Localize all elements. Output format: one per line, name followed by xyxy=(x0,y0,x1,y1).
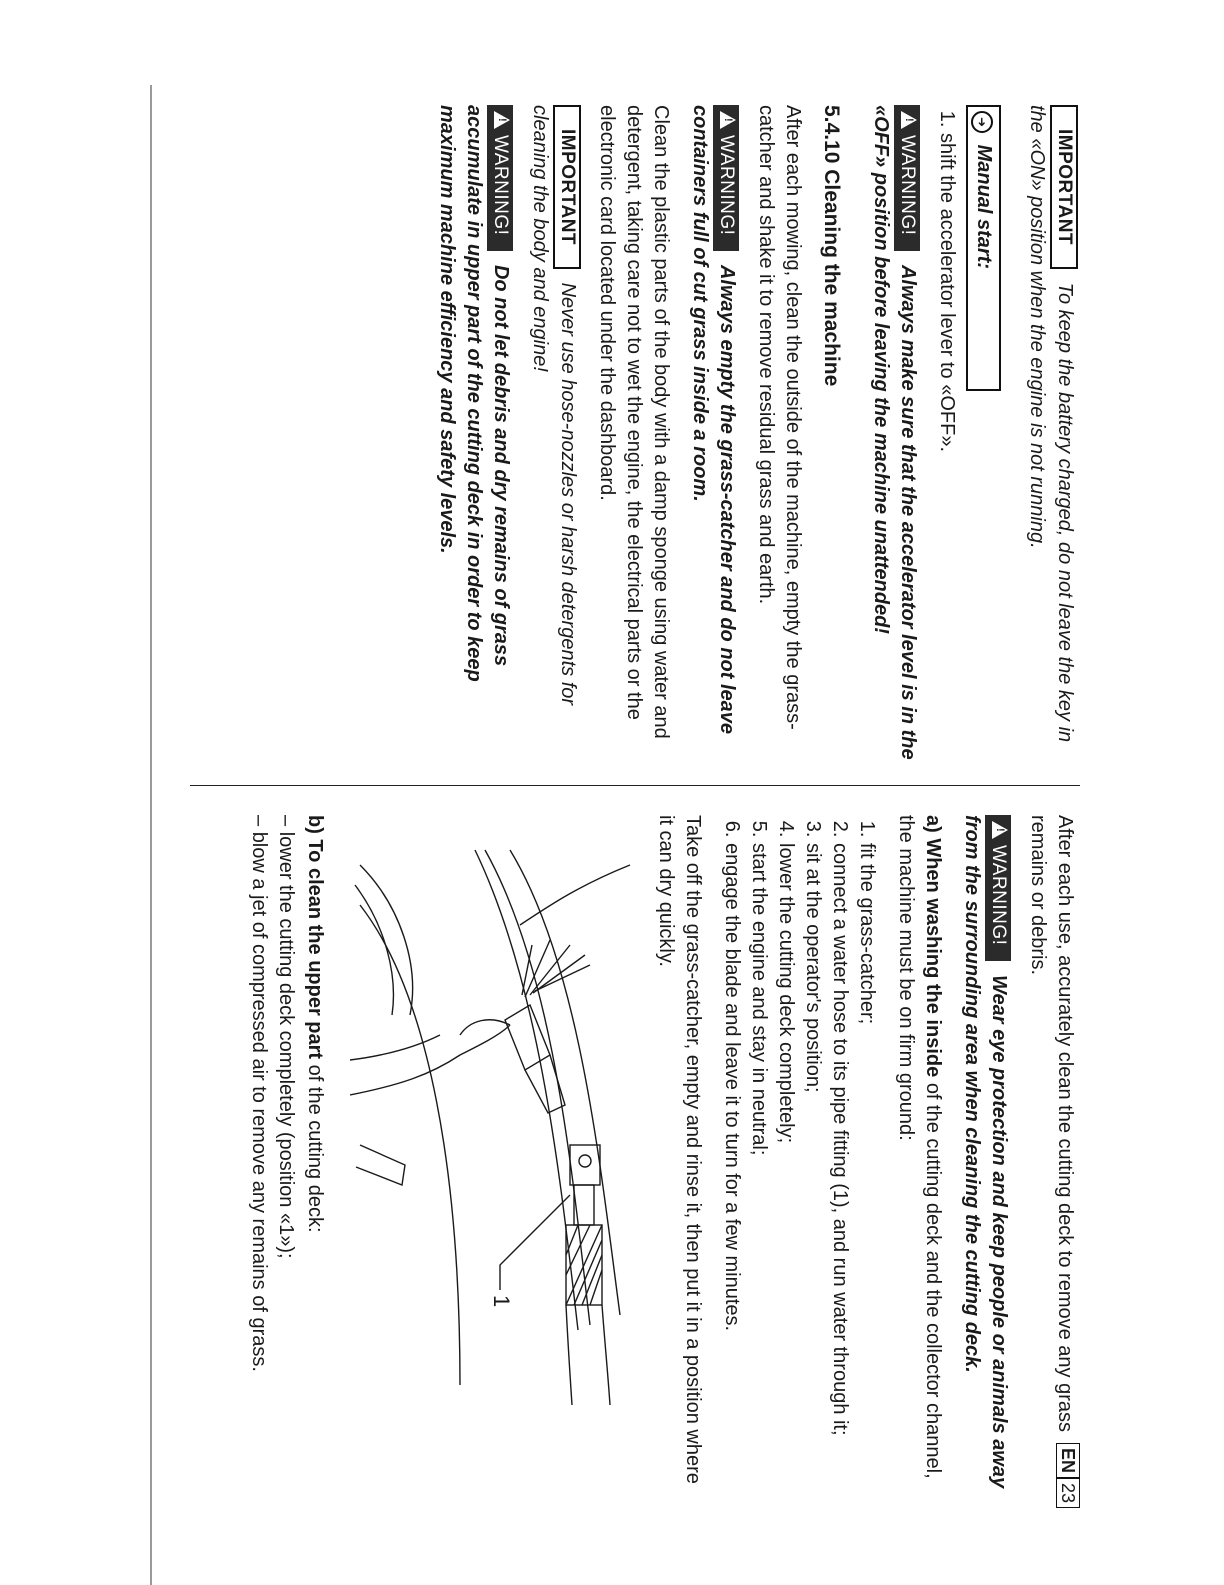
warning-eye-protection xyxy=(958,815,1012,1495)
section-a-text: of the cutting deck and the collector channel, the machine must be on firm ground: xyxy=(895,815,944,1479)
section-a-lead: a) When washing the inside xyxy=(922,815,944,1078)
warning-text: Wear eye protection and keep people or animals away from the surrounding area when cleaning the cutting deck. xyxy=(961,815,1010,1489)
section-a xyxy=(892,815,946,1495)
warning-grass-catcher xyxy=(686,105,740,765)
scan-edge-line xyxy=(150,85,152,1585)
list-item: 5. start the engine and stay in neutral; xyxy=(745,843,772,1495)
list-item: – blow a jet of compressed air to remove any remains of grass. xyxy=(248,815,270,1372)
page-number xyxy=(1056,1443,1080,1508)
paragraph-after-mowing: After each mowing, clean the outside of the machine, empty the grass-catcher and shake it to remove residual grass and earth. xyxy=(755,105,804,730)
section-b xyxy=(301,815,328,1495)
column-divider xyxy=(190,785,1080,786)
paragraph-after-use: After each use, accurately clean the cutting deck to remove any grass remains or debris. xyxy=(1027,815,1076,1432)
section-b-text: of the cutting deck: xyxy=(304,1064,326,1233)
list-item: 2. connect a water hose to its pipe fitting (1), and run water through it; xyxy=(826,843,853,1495)
manual-start-box xyxy=(966,105,1001,391)
manual-start-steps xyxy=(933,105,960,765)
list-item: 1. fit the grass-catcher; xyxy=(853,843,880,1495)
warning-tag: !WARNING! xyxy=(713,105,739,251)
list-item: – lower the cutting deck completely (position «1»); xyxy=(275,815,297,1259)
callout-number: 1 xyxy=(489,1295,514,1308)
arrow-circle-icon: ➜ xyxy=(971,111,993,133)
list-item: 3. sit at the operator's position; xyxy=(799,843,826,1495)
warning-triangle-icon xyxy=(720,111,736,129)
list-item: 6. engage the blade and leave it to turn for a few minutes. xyxy=(718,843,745,1495)
list-item: 1. shift the accelerator lever to «OFF». xyxy=(933,133,960,765)
warning-accelerator xyxy=(867,105,921,765)
warning-text: Do not let debris and dry remains of grass accumulate in upper part of the cutting deck in order to keep maximum machine efficiency and safety levels. xyxy=(436,105,512,682)
warning-text: Always empty the grass-catcher and do not leave containers full of cut grass inside a room. xyxy=(689,105,738,735)
section-b-lead: b) To clean the upper part xyxy=(304,815,326,1060)
upper-part-steps xyxy=(245,815,299,1495)
paragraph-take-off: Take off the grass-catcher, empty and rinse it, then put it in a position where it can dry quickly. xyxy=(655,815,704,1484)
important-note-nozzles xyxy=(526,105,581,765)
warning-text: Always make sure that the accelerator level is in the «OFF» position before leaving the machine unattended! xyxy=(870,105,919,760)
warning-tag: !WARNING! xyxy=(894,105,920,251)
warning-tag: !WARNING! xyxy=(985,815,1011,961)
important-text: Never use hose-nozzles or harsh detergents for cleaning the body and engine! xyxy=(529,105,579,706)
important-text: To keep the battery charged, do not leave the key in the «ON» position when the engine is not running. xyxy=(1026,105,1076,743)
manual-page xyxy=(100,85,1100,1585)
warning-triangle-icon xyxy=(494,111,510,129)
warning-tag: !WARNING! xyxy=(487,105,513,251)
page-number-value: 23 xyxy=(1056,1478,1080,1508)
washing-steps xyxy=(718,815,880,1495)
left-column xyxy=(421,105,1078,765)
warning-debris xyxy=(433,105,514,765)
important-tag: IMPORTANT xyxy=(1050,105,1078,269)
hose-fitting-illustration xyxy=(350,845,660,1405)
list-item: 4. lower the cutting deck completely; xyxy=(772,843,799,1495)
language-badge: EN xyxy=(1056,1443,1080,1478)
important-tag: IMPORTANT xyxy=(553,105,581,269)
warning-triangle-icon xyxy=(901,111,917,129)
warning-triangle-icon xyxy=(992,821,1008,839)
manual-start-block xyxy=(933,105,1001,765)
manual-start-title: Manual start: xyxy=(973,144,995,270)
paragraph-clean-plastic: Clean the plastic parts of the body with a damp sponge using water and detergent, taking care not to wet the engine, the electrical parts or the electronic card located under the dashboard. xyxy=(596,105,672,739)
important-note-battery xyxy=(1023,105,1078,765)
section-heading: 5.4.10 Cleaning the machine xyxy=(820,105,843,387)
